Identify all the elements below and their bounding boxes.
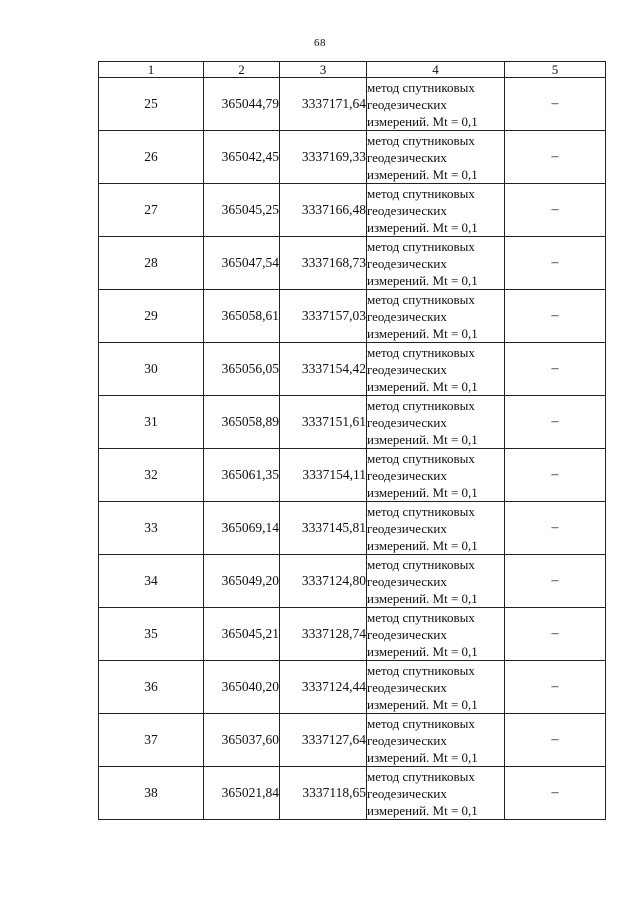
method-line: метод спутниковых [367,185,475,201]
x-coordinate-cell: 365069,14 [204,502,280,555]
method-line: геодезических [367,467,447,483]
y-coordinate-cell: 3337171,64 [280,78,367,131]
column-header: 3 [280,62,367,78]
y-coordinate-cell: 3337124,44 [280,661,367,714]
method-line: метод спутниковых [367,768,475,784]
method-cell [367,714,505,767]
x-coordinate-cell: 365058,61 [204,290,280,343]
point-number-cell: 33 [99,502,204,555]
point-number-cell: 36 [99,661,204,714]
method-line: метод спутниковых [367,291,475,307]
method-line: измерений. Mt = 0,1 [367,166,478,182]
method-line: измерений. Mt = 0,1 [367,113,478,129]
column-header: 4 [367,62,505,78]
method-line: метод спутниковых [367,715,475,731]
y-coordinate-cell: 3337166,48 [280,184,367,237]
method-line: геодезических [367,732,447,748]
method-line: геодезических [367,96,447,112]
y-coordinate-cell: 3337154,11 [280,449,367,502]
method-cell [367,290,505,343]
note-cell: – [505,661,606,714]
method-line: метод спутниковых [367,503,475,519]
y-coordinate-cell: 3337124,80 [280,555,367,608]
y-coordinate-cell: 3337118,65 [280,767,367,820]
note-cell: – [505,555,606,608]
method-line: геодезических [367,149,447,165]
table-row [99,661,606,714]
method-line: геодезических [367,626,447,642]
table-row [99,290,606,343]
table-row [99,555,606,608]
x-coordinate-cell: 365047,54 [204,237,280,290]
y-coordinate-cell: 3337128,74 [280,608,367,661]
method-line: измерений. Mt = 0,1 [367,272,478,288]
table-row [99,608,606,661]
x-coordinate-cell: 365044,79 [204,78,280,131]
method-line: метод спутниковых [367,397,475,413]
method-cell [367,237,505,290]
method-line: геодезических [367,573,447,589]
x-coordinate-cell: 365021,84 [204,767,280,820]
y-coordinate-cell: 3337127,64 [280,714,367,767]
method-line: измерений. Mt = 0,1 [367,643,478,659]
note-cell: – [505,767,606,820]
point-number-cell: 31 [99,396,204,449]
method-line: измерений. Mt = 0,1 [367,378,478,394]
method-line: метод спутниковых [367,662,475,678]
y-coordinate-cell: 3337151,61 [280,396,367,449]
note-cell: – [505,343,606,396]
method-cell [367,449,505,502]
x-coordinate-cell: 365037,60 [204,714,280,767]
method-line: измерений. Mt = 0,1 [367,219,478,235]
point-number-cell: 30 [99,343,204,396]
method-line: измерений. Mt = 0,1 [367,696,478,712]
method-cell [367,343,505,396]
point-number-cell: 38 [99,767,204,820]
table-row [99,237,606,290]
point-number-cell: 26 [99,131,204,184]
method-cell [367,608,505,661]
table-row [99,767,606,820]
note-cell: – [505,184,606,237]
method-line: измерений. Mt = 0,1 [367,325,478,341]
column-header: 5 [505,62,606,78]
x-coordinate-cell: 365061,35 [204,449,280,502]
note-cell: – [505,449,606,502]
y-coordinate-cell: 3337145,81 [280,502,367,555]
x-coordinate-cell: 365045,21 [204,608,280,661]
table-row [99,131,606,184]
method-line: измерений. Mt = 0,1 [367,802,478,818]
note-cell: – [505,396,606,449]
method-line: метод спутниковых [367,609,475,625]
note-cell: – [505,714,606,767]
x-coordinate-cell: 365049,20 [204,555,280,608]
table-row [99,449,606,502]
method-cell [367,396,505,449]
note-cell: – [505,131,606,184]
x-coordinate-cell: 365042,45 [204,131,280,184]
method-cell [367,502,505,555]
method-cell [367,184,505,237]
method-line: метод спутниковых [367,450,475,466]
y-coordinate-cell: 3337154,42 [280,343,367,396]
table-body [99,78,606,820]
method-line: геодезических [367,520,447,536]
method-line: геодезических [367,414,447,430]
method-line: измерений. Mt = 0,1 [367,484,478,500]
column-header: 1 [99,62,204,78]
x-coordinate-cell: 365056,05 [204,343,280,396]
note-cell: – [505,78,606,131]
method-line: геодезических [367,361,447,377]
x-coordinate-cell: 365045,25 [204,184,280,237]
x-coordinate-cell: 365040,20 [204,661,280,714]
note-cell: – [505,608,606,661]
method-line: метод спутниковых [367,79,475,95]
method-line: геодезических [367,679,447,695]
point-number-cell: 34 [99,555,204,608]
method-cell [367,661,505,714]
method-cell [367,767,505,820]
method-line: метод спутниковых [367,132,475,148]
table-row [99,502,606,555]
method-line: метод спутниковых [367,344,475,360]
method-line: измерений. Mt = 0,1 [367,431,478,447]
method-cell [367,555,505,608]
method-line: измерений. Mt = 0,1 [367,590,478,606]
note-cell: – [505,290,606,343]
table-row [99,714,606,767]
table-row [99,396,606,449]
y-coordinate-cell: 3337168,73 [280,237,367,290]
note-cell: – [505,237,606,290]
note-cell: – [505,502,606,555]
method-cell [367,131,505,184]
point-number-cell: 29 [99,290,204,343]
method-line: геодезических [367,255,447,271]
method-cell [367,78,505,131]
method-line: геодезических [367,308,447,324]
column-header: 2 [204,62,280,78]
y-coordinate-cell: 3337157,03 [280,290,367,343]
x-coordinate-cell: 365058,89 [204,396,280,449]
method-line: метод спутниковых [367,238,475,254]
table-row [99,343,606,396]
point-number-cell: 28 [99,237,204,290]
point-number-cell: 25 [99,78,204,131]
table-header-row [99,62,606,78]
page-number: 68 [314,37,326,49]
method-line: измерений. Mt = 0,1 [367,537,478,553]
y-coordinate-cell: 3337169,33 [280,131,367,184]
table-row [99,184,606,237]
coordinates-table [98,61,606,820]
table-row [99,78,606,131]
point-number-cell: 37 [99,714,204,767]
point-number-cell: 32 [99,449,204,502]
method-line: геодезических [367,785,447,801]
method-line: геодезических [367,202,447,218]
point-number-cell: 35 [99,608,204,661]
method-line: метод спутниковых [367,556,475,572]
method-line: измерений. Mt = 0,1 [367,749,478,765]
point-number-cell: 27 [99,184,204,237]
